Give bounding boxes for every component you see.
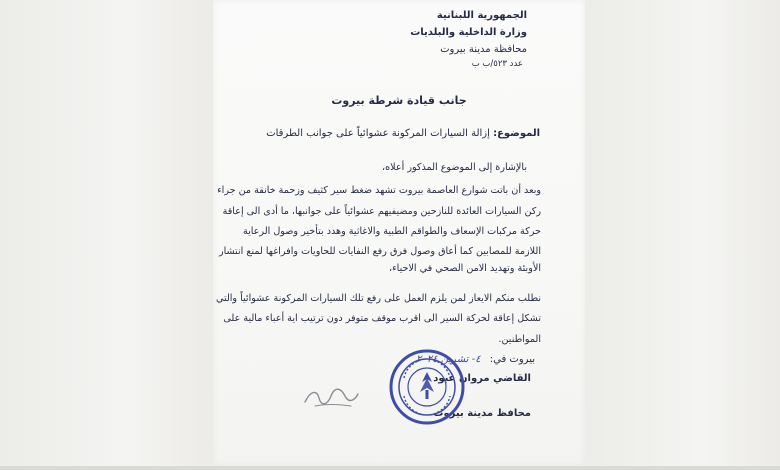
addressee: جانب قيادة شرطة بيروت [331, 94, 467, 107]
signatory-title: محافظ مدينة بيروت [433, 408, 531, 419]
left-margin-background [0, 0, 213, 466]
body-line-4: حركة مركبات الإسعاف والطواقم الطبية والاغاثية وهدد بتأخير وصول الرعاية [242, 226, 541, 237]
header-ministry: وزارة الداخلية والبلديات [410, 27, 527, 38]
reference-number: عدد ٥٢٣/ب ب [471, 59, 523, 69]
handwritten-signature [301, 384, 361, 412]
date-value: ٤- تشرين ٢٠٢٤ [416, 354, 481, 365]
header-governorate: محافظة مدينة بيروت [440, 44, 527, 55]
bottom-edge [0, 466, 780, 470]
official-letter [213, 0, 585, 466]
date-label: بيروت في: [489, 354, 535, 365]
right-margin-background [585, 0, 780, 466]
body-line-2: وبعد أن باتت شوارع العاصمة بيروت تشهد ضغط سير كثيف وزحمة خانقة من جراء [217, 185, 541, 196]
official-seal-stamp [388, 348, 466, 426]
body-line-9: المواطنين. [498, 334, 541, 345]
body-line-5: اللازمة للمصابين كما أعاق وصول فرق رفع النفايات للحاويات وافراغها لمنع انتشار [218, 246, 541, 257]
body-line-3: ركن السيارات العائدة للنازحين ومضيفيهم عشوائياً على جوانبها، ما أدى الى إعاقة [222, 206, 541, 217]
body-line-1: بالإشارة إلى الموضوع المذكور أعلاه، [382, 162, 527, 173]
signatory-name: القاضي مروان عبود [433, 373, 531, 384]
body-line-8: تشكل إعاقة لحركة السير الى اقرب موقف متوفر دون ترتيب اية أعباء مالية على [223, 313, 541, 324]
header-republic: الجمهورية اللبنانية [436, 10, 527, 21]
subject-label: الموضوع: [493, 128, 540, 139]
body-line-7: نطلب منكم الايعاز لمن يلزم العمل على رفع تلك السيارات المركونة عشوائياً والتي [215, 293, 541, 304]
subject-text: إزالة السيارات المركونة عشوائياً على جوانب الطرقات [266, 128, 490, 139]
subject-line [266, 128, 540, 139]
body-line-6: الأوبئة وتهديد الامن الصحي في الاحياء، [389, 263, 541, 274]
